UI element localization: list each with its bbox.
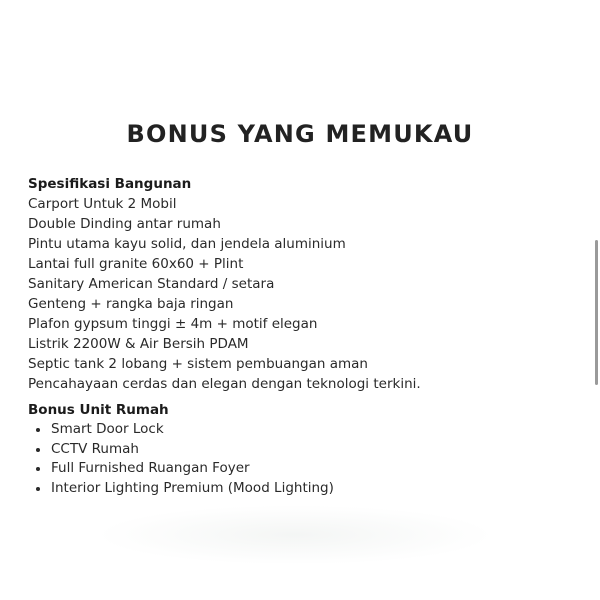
section-heading: Bonus Unit Rumah <box>28 402 169 418</box>
spec-item: Carport Untuk 2 Mobil <box>28 196 177 212</box>
background-smudge <box>95 505 495 565</box>
bonus-item-label: Interior Lighting Premium (Mood Lighting) <box>51 479 334 496</box>
content-body <box>28 175 588 498</box>
bonus-item-label: Full Furnished Ruangan Foyer <box>51 460 250 476</box>
bullet-icon <box>36 487 40 491</box>
bonus-list <box>28 420 588 498</box>
scrollbar-thumb[interactable] <box>595 240 598 385</box>
section-spesifikasi-bangunan <box>28 175 588 394</box>
bullet-icon <box>36 428 40 432</box>
bonus-list-item <box>36 420 588 440</box>
bonus-list-item <box>36 440 588 460</box>
spec-item: Listrik 2200W & Air Bersih PDAM <box>28 336 249 352</box>
bullet-icon <box>36 448 40 452</box>
section-bonus-unit-rumah <box>28 401 588 498</box>
spec-item: Genteng + rangka baja ringan <box>28 296 234 312</box>
page-title: BONUS YANG MEMUKAU <box>126 120 474 148</box>
bonus-item-label: CCTV Rumah <box>51 440 139 457</box>
spec-item: Plafon gypsum tinggi ± 4m + motif elegan <box>28 316 318 332</box>
bonus-list-item <box>36 459 588 479</box>
spec-item: Lantai full granite 60x60 + Plint <box>28 256 244 272</box>
spec-item: Pintu utama kayu solid, dan jendela aluminium <box>28 236 346 252</box>
bonus-list-item <box>36 479 588 499</box>
section-heading: Spesifikasi Bangunan <box>28 176 192 192</box>
spec-item: Septic tank 2 lobang + sistem pembuangan aman <box>28 356 368 372</box>
spec-item: Sanitary American Standard / setara <box>28 276 275 292</box>
spec-item: Pencahayaan cerdas dan elegan dengan teknologi terkini. <box>28 376 421 392</box>
bonus-item-label: Smart Door Lock <box>51 421 164 437</box>
bullet-icon <box>36 467 40 471</box>
spec-item: Double Dinding antar rumah <box>28 216 221 232</box>
